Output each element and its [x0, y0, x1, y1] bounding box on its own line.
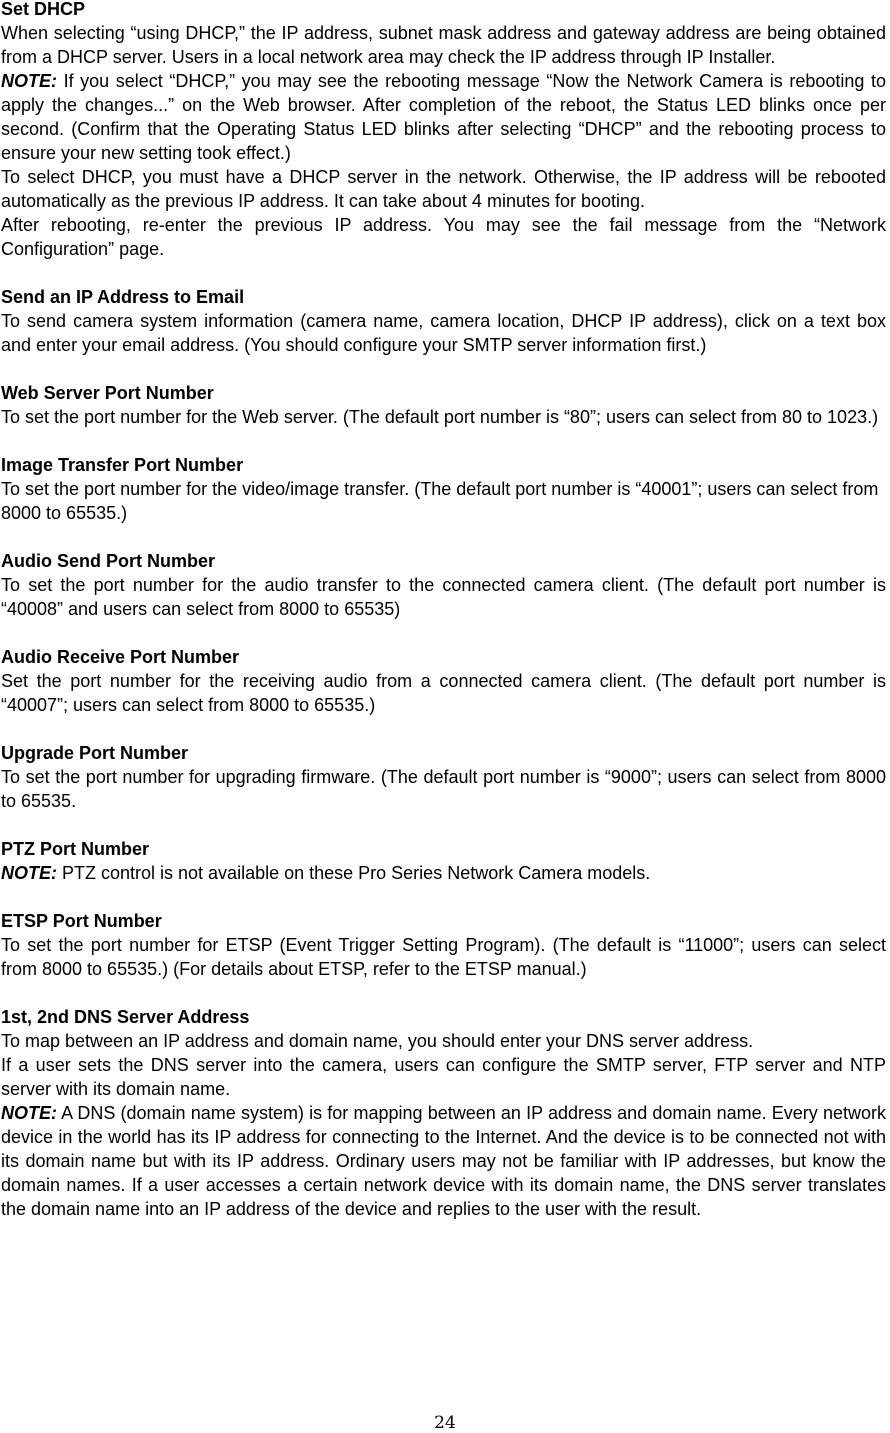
paragraph-text: To set the port number for upgrading firmware. (The default port number is “9000”; users can select from 8000 to 65535. [1, 767, 886, 811]
paragraph-text: A DNS (domain name system) is for mapping between an IP address and domain name. Every network device in the world has its IP address for connecting to the Internet. And the device is to be connected not with its domain name but with its IP address. Ordinary users may not be familiar with IP addresses, but know the domain names. If a user accesses a certain network device with its domain name, the DNS server translates the domain name into an IP address of the device and replies to the user with the result. [1, 1103, 886, 1219]
paragraph [1, 165, 886, 213]
note-paragraph [1, 1101, 886, 1221]
section-heading: 1st, 2nd DNS Server Address [1, 1007, 250, 1027]
note-label: NOTE: [1, 863, 57, 883]
note-label: NOTE: [1, 1103, 57, 1123]
section-send-an-ip-address-to-email [1, 285, 886, 357]
paragraph [1, 405, 886, 429]
paragraph [1, 1053, 886, 1101]
paragraph [1, 1029, 886, 1053]
paragraph-text: To set the port number for the Web server. (The default port number is “80”; users can select from 80 to 1023.) [1, 407, 879, 427]
section-heading: Image Transfer Port Number [1, 455, 244, 475]
section-1st-2nd-dns-server-address [1, 1005, 886, 1221]
section-web-server-port-number [1, 381, 886, 429]
note-label: NOTE: [1, 71, 57, 91]
paragraph [1, 573, 886, 621]
paragraph-text: When selecting “using DHCP,” the IP address, subnet mask address and gateway address are being obtained from a DHCP server. Users in a local network area may check the IP address through IP Installer. [1, 23, 886, 67]
section-upgrade-port-number [1, 741, 886, 813]
paragraph-text: To set the port number for the video/image transfer. (The default port number is “40001”; users can select from 8000 to 65535.) [1, 479, 879, 523]
section-heading: Set DHCP [1, 0, 86, 19]
paragraph-text: After rebooting, re-enter the previous IP address. You may see the fail message from the “Network Configuration” page. [1, 215, 886, 259]
paragraph-text: If a user sets the DNS server into the camera, users can configure the SMTP server, FTP server and NTP server with its domain name. [1, 1055, 886, 1099]
paragraph-text: To select DHCP, you must have a DHCP server in the network. Otherwise, the IP address will be rebooted automatically as the previous IP address. It can take about 4 minutes for booting. [1, 167, 886, 211]
section-heading: PTZ Port Number [1, 839, 150, 859]
paragraph-text: Set the port number for the receiving audio from a connected camera client. (The default port number is “40007”; users can select from 8000 to 65535.) [1, 671, 886, 715]
section-heading: ETSP Port Number [1, 911, 162, 931]
section-audio-receive-port-number [1, 645, 886, 717]
note-paragraph [1, 861, 886, 885]
paragraph [1, 669, 886, 717]
note-paragraph [1, 69, 886, 165]
section-ptz-port-number [1, 837, 886, 885]
section-etsp-port-number [1, 909, 886, 981]
paragraph [1, 213, 886, 261]
document-body [1, 0, 886, 1245]
section-heading: Web Server Port Number [1, 383, 214, 403]
paragraph [1, 765, 886, 813]
paragraph [1, 309, 886, 357]
section-heading: Audio Send Port Number [1, 551, 216, 571]
paragraph-text: If you select “DHCP,” you may see the rebooting message “Now the Network Camera is rebooting to apply the changes...” on the Web browser. After completion of the reboot, the Status LED blinks once per second. (Confirm that the Operating Status LED blinks after selecting “DHCP” and the rebooting process to ensure your new setting took effect.) [1, 71, 886, 163]
paragraph [1, 933, 886, 981]
page-number: 24 [434, 1413, 456, 1433]
paragraph [1, 477, 886, 525]
section-image-transfer-port-number [1, 453, 886, 525]
paragraph-text: To set the port number for the audio transfer to the connected camera client. (The default port number is “40008” and users can select from 8000 to 65535) [1, 575, 886, 619]
paragraph-text: To send camera system information (camera name, camera location, DHCP IP address), click on a text box and enter your email address. (You should configure your SMTP server information first.) [1, 311, 886, 355]
paragraph-text: To set the port number for ETSP (Event Trigger Setting Program). (The default is “11000”; users can select from 8000 to 65535.) (For details about ETSP, refer to the ETSP manual.) [1, 935, 886, 979]
section-heading: Send an IP Address to Email [1, 287, 245, 307]
section-heading: Audio Receive Port Number [1, 647, 240, 667]
paragraph [1, 21, 886, 69]
section-set-dhcp [1, 0, 886, 261]
section-heading: Upgrade Port Number [1, 743, 189, 763]
section-audio-send-port-number [1, 549, 886, 621]
paragraph-text: To map between an IP address and domain name, you should enter your DNS server address. [1, 1031, 754, 1051]
paragraph-text: PTZ control is not available on these Pro Series Network Camera models. [57, 863, 651, 883]
